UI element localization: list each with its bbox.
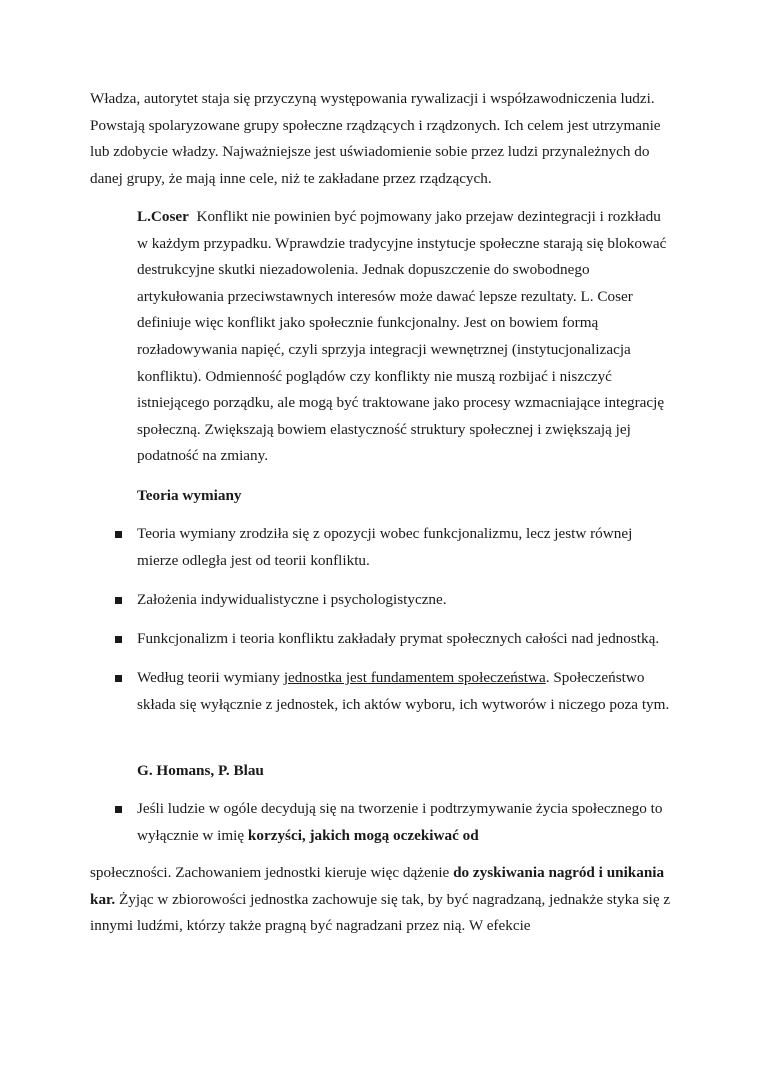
list-item	[137, 665, 672, 718]
list-item-text: Założenia indywidualistyczne i psychologistyczne.	[137, 591, 447, 608]
list-item	[137, 587, 672, 614]
bullet-square-icon	[115, 531, 122, 538]
paragraph-part1: społeczności. Zachowaniem jednostki kieruje więc dążenie	[90, 864, 454, 881]
paragraph-spolecznosci	[90, 860, 672, 940]
heading-teoria-wymiany: Teoria wymiany	[137, 487, 242, 504]
coser-text: Konflikt nie powinien być pojmowany jako przejaw dezintegracji i rozkładu w każdym przypadku. Wprawdzie tradycyjne instytucje społeczne starają się blokować destrukcyjne skutki niezadowolenia. Jednak dopuszczenie do swobodnego artykułowania przeciwstawnych interesów może dawać lepsze rezultaty. L. Coser definiuje więc konflikt jako społecznie funkcjonalny. Jest on bowiem formą rozładowywania napięć, czyli sprzyja integracji wewnętrznej (instytucjonalizacja konfliktu). Odmienność poglądów czy konflikty nie muszą rozbijać i niszczyć istniejącego porządku, ale mogą być traktowane jako procesy wzmacniające integrację społeczną. Zwiększają bowiem elastyczność struktury społecznej i zwiększają jej podatność na zmiany.	[137, 208, 667, 465]
bold-phrase: do zyskiwania nagród i unikania kar.	[90, 864, 665, 908]
bullet-square-icon	[115, 636, 122, 643]
list-item-text-before: Według teorii wymiany	[137, 669, 284, 686]
bold-phrase: korzyści, jakich mogą oczekiwać od	[247, 826, 479, 844]
list-item-text-before: Jeśli ludzie w ogóle decydują się na tworzenie i podtrzymywanie życia społecznego to wyłącznie w imię	[137, 800, 663, 844]
list-item-text-after: . Społeczeństwo składa się wyłącznie z jednostek, ich aktów wyboru, ich wytworów i niczego poza tym.	[137, 669, 670, 713]
underlined-phrase: jednostka jest fundamentem społeczeństwa	[283, 669, 546, 686]
coser-name: L.Coser	[137, 208, 189, 225]
list-item-text: Funkcjonalizm i teoria konfliktu zakładały prymat społecznych całości nad jednostką.	[137, 630, 660, 647]
paragraph-wladza: Władza, autorytet staja się przyczyną występowania rywalizacji i współzawodniczenia ludzi. Powstają spolaryzowane grupy społeczne rządzących i rządzonych. Ich celem jest utrzymanie lub zdobycie władzy. Najważniejsze jest uświadomienie sobie przez ludzi przynależnych do danej grupy, że mają inne cele, niż te zakładane przez rządzących.	[90, 90, 661, 187]
bullet-square-icon	[115, 597, 122, 604]
paragraph-coser	[137, 204, 672, 470]
list-item	[137, 796, 672, 849]
list-item	[137, 626, 672, 653]
list-item-text: Teoria wymiany zrodziła się z opozycji wobec funkcjonalizmu, lecz jestw równej mierze odległa jest od teorii konfliktu.	[137, 525, 633, 569]
bullet-square-icon	[115, 675, 122, 682]
heading-homans-blau: G. Homans, P. Blau	[137, 762, 264, 779]
bullet-square-icon	[115, 806, 122, 813]
paragraph-part2: Żyjąc w zbiorowości jednostka zachowuje się tak, by być nagradzaną, jednakże styka się z innymi ludźmi, którzy także pragną być nagradzani przez nią. W efekcie	[90, 890, 671, 935]
list-item	[137, 521, 672, 574]
